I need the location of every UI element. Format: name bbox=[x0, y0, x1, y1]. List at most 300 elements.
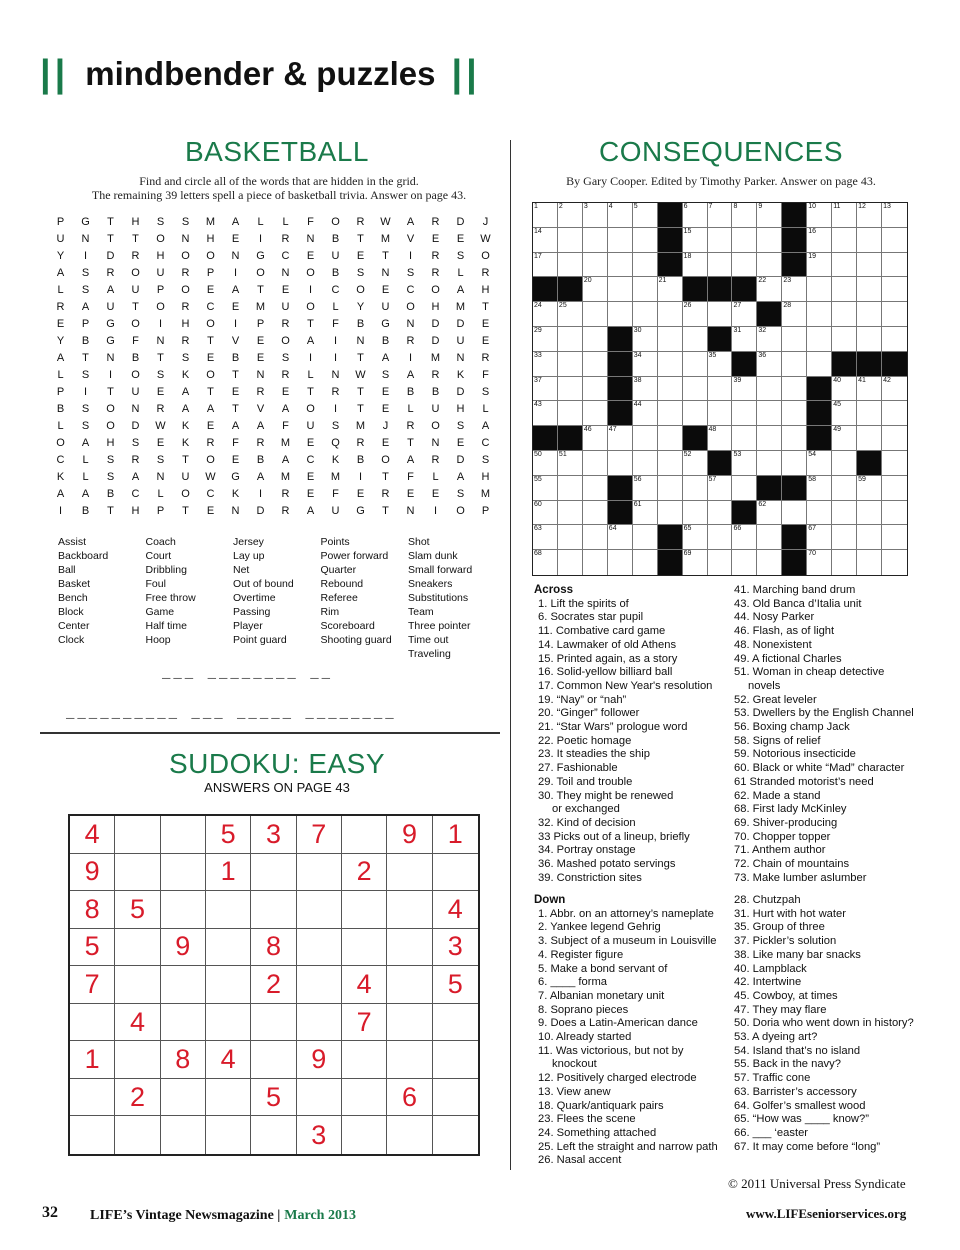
wordsearch-letter[interactable]: E bbox=[231, 386, 240, 398]
wordsearch-letter[interactable]: I bbox=[233, 318, 238, 330]
wordsearch-letter[interactable]: N bbox=[81, 233, 90, 245]
wordsearch-letter[interactable]: U bbox=[281, 301, 290, 313]
wordsearch-letter[interactable]: T bbox=[207, 386, 214, 398]
sudoku-cell[interactable]: 2 bbox=[251, 966, 296, 1004]
crossword-cell[interactable] bbox=[832, 501, 857, 526]
wordsearch-letter[interactable]: R bbox=[431, 369, 440, 381]
wordsearch-letter[interactable]: G bbox=[231, 471, 240, 483]
sudoku-cell[interactable] bbox=[433, 1041, 478, 1079]
wordsearch-letter[interactable]: O bbox=[181, 250, 190, 262]
crossword-cell[interactable] bbox=[708, 525, 733, 550]
sudoku-cell[interactable]: 7 bbox=[70, 966, 115, 1004]
wordsearch-letter[interactable]: R bbox=[431, 454, 440, 466]
wordsearch-letter[interactable]: O bbox=[106, 403, 115, 415]
sudoku-cell[interactable]: 7 bbox=[297, 816, 342, 854]
wordsearch-letter[interactable]: L bbox=[282, 216, 289, 228]
sudoku-grid[interactable] bbox=[68, 814, 480, 1156]
wordsearch-letter[interactable]: K bbox=[181, 437, 190, 449]
crossword-cell[interactable] bbox=[533, 501, 558, 526]
crossword-cell[interactable] bbox=[757, 401, 782, 426]
sudoku-cell[interactable] bbox=[70, 1079, 115, 1117]
wordsearch-letter[interactable]: N bbox=[131, 403, 140, 415]
sudoku-cell[interactable]: 8 bbox=[251, 929, 296, 967]
wordsearch-letter[interactable]: E bbox=[206, 284, 215, 296]
crossword-cell[interactable] bbox=[658, 451, 683, 476]
crossword-cell[interactable] bbox=[633, 228, 658, 253]
wordsearch-letter[interactable]: E bbox=[431, 233, 440, 245]
wordsearch-letter[interactable]: A bbox=[181, 403, 190, 415]
wordsearch-letter[interactable]: B bbox=[331, 233, 340, 245]
sudoku-cell[interactable]: 4 bbox=[70, 816, 115, 854]
sudoku-cell[interactable] bbox=[161, 854, 206, 892]
crossword-cell[interactable] bbox=[533, 327, 558, 352]
wordsearch-letter[interactable]: E bbox=[456, 437, 465, 449]
crossword-cell[interactable] bbox=[558, 501, 583, 526]
sudoku-cell[interactable] bbox=[70, 1004, 115, 1042]
wordsearch-letter[interactable]: H bbox=[481, 284, 490, 296]
wordsearch-letter[interactable]: W bbox=[480, 233, 491, 245]
crossword-cell[interactable] bbox=[882, 426, 907, 451]
wordsearch-letter[interactable]: A bbox=[256, 471, 265, 483]
wordsearch-letter[interactable]: T bbox=[207, 335, 214, 347]
wordsearch-letter[interactable]: E bbox=[156, 437, 165, 449]
wordsearch-letter[interactable]: W bbox=[380, 216, 391, 228]
wordsearch-letter[interactable]: V bbox=[256, 403, 265, 415]
wordsearch-letter[interactable]: N bbox=[156, 471, 165, 483]
crossword-cell[interactable] bbox=[658, 377, 683, 402]
sudoku-cell[interactable] bbox=[251, 1041, 296, 1079]
sudoku-cell[interactable] bbox=[297, 891, 342, 929]
sudoku-cell[interactable] bbox=[115, 854, 160, 892]
wordsearch-letter[interactable]: E bbox=[381, 403, 390, 415]
wordsearch-letter[interactable]: E bbox=[281, 386, 290, 398]
wordsearch-letter[interactable]: A bbox=[231, 216, 240, 228]
crossword-cell[interactable] bbox=[608, 525, 633, 550]
wordsearch-letter[interactable]: S bbox=[181, 352, 190, 364]
wordsearch-letter[interactable]: H bbox=[106, 437, 115, 449]
website-url[interactable]: www.LIFEseniorservices.org bbox=[746, 1206, 907, 1221]
sudoku-cell[interactable] bbox=[206, 929, 251, 967]
wordsearch-letter[interactable]: L bbox=[82, 471, 89, 483]
wordsearch-letter[interactable]: M bbox=[455, 301, 466, 313]
wordsearch-letter[interactable]: T bbox=[482, 301, 489, 313]
sudoku-cell[interactable] bbox=[342, 1116, 387, 1154]
wordsearch-letter[interactable]: G bbox=[106, 318, 115, 330]
wordsearch-letter[interactable]: A bbox=[406, 454, 415, 466]
crossword-cell[interactable] bbox=[757, 352, 782, 377]
sudoku-cell[interactable] bbox=[161, 1079, 206, 1117]
wordsearch-letter[interactable]: G bbox=[356, 505, 365, 517]
wordsearch-letter[interactable]: D bbox=[456, 386, 465, 398]
crossword-cell[interactable] bbox=[683, 525, 708, 550]
wordsearch-letter[interactable]: B bbox=[81, 505, 90, 517]
wordsearch-letter[interactable]: E bbox=[431, 488, 440, 500]
sudoku-cell[interactable] bbox=[342, 1041, 387, 1079]
sudoku-cell[interactable] bbox=[70, 1116, 115, 1154]
wordsearch-letter[interactable]: R bbox=[431, 267, 440, 279]
wordsearch-letter[interactable]: T bbox=[257, 284, 264, 296]
wordsearch-letter[interactable]: R bbox=[331, 386, 340, 398]
crossword-cell[interactable] bbox=[807, 476, 832, 501]
wordsearch-letter[interactable]: J bbox=[382, 420, 389, 432]
crossword-cell[interactable] bbox=[533, 253, 558, 278]
wordsearch-letter[interactable]: S bbox=[156, 369, 165, 381]
crossword-cell[interactable] bbox=[782, 401, 807, 426]
sudoku-cell[interactable]: 5 bbox=[70, 929, 115, 967]
crossword-cell[interactable] bbox=[633, 401, 658, 426]
crossword-cell[interactable] bbox=[857, 253, 882, 278]
sudoku-cell[interactable] bbox=[342, 891, 387, 929]
wordsearch-letter[interactable]: R bbox=[356, 216, 365, 228]
wordsearch-letter[interactable]: I bbox=[308, 352, 313, 364]
crossword-cell[interactable] bbox=[882, 525, 907, 550]
wordsearch-letter[interactable]: I bbox=[83, 250, 88, 262]
wordsearch-letter[interactable]: R bbox=[281, 369, 290, 381]
wordsearch-letter[interactable]: E bbox=[306, 437, 315, 449]
wordsearch-letter[interactable]: U bbox=[381, 301, 390, 313]
crossword-cell[interactable] bbox=[708, 377, 733, 402]
crossword-cell[interactable] bbox=[683, 401, 708, 426]
wordsearch-letter[interactable]: N bbox=[156, 335, 165, 347]
crossword-cell[interactable] bbox=[683, 550, 708, 575]
wordsearch-letter[interactable]: S bbox=[456, 488, 465, 500]
crossword-cell[interactable] bbox=[757, 451, 782, 476]
wordsearch-letter[interactable]: T bbox=[382, 471, 389, 483]
wordsearch-letter[interactable]: F bbox=[132, 335, 139, 347]
wordsearch-letter[interactable]: M bbox=[280, 471, 291, 483]
wordsearch-letter[interactable]: E bbox=[206, 352, 215, 364]
wordsearch-letter[interactable]: R bbox=[481, 267, 490, 279]
sudoku-cell[interactable]: 9 bbox=[297, 1041, 342, 1079]
wordsearch-letter[interactable]: H bbox=[456, 403, 465, 415]
crossword-cell[interactable] bbox=[832, 203, 857, 228]
wordsearch-letter[interactable]: T bbox=[107, 386, 114, 398]
sudoku-cell[interactable] bbox=[206, 1079, 251, 1117]
wordsearch-letter[interactable]: I bbox=[258, 488, 263, 500]
sudoku-cell[interactable]: 7 bbox=[342, 1004, 387, 1042]
wordsearch-letter[interactable]: A bbox=[56, 352, 65, 364]
sudoku-cell[interactable] bbox=[161, 1004, 206, 1042]
sudoku-cell[interactable] bbox=[387, 1041, 432, 1079]
crossword-cell[interactable] bbox=[882, 476, 907, 501]
wordsearch-letter[interactable]: T bbox=[382, 250, 389, 262]
wordsearch-letter[interactable]: O bbox=[206, 250, 215, 262]
crossword-cell[interactable] bbox=[583, 253, 608, 278]
crossword-cell[interactable] bbox=[857, 203, 882, 228]
wordsearch-letter[interactable]: E bbox=[381, 386, 390, 398]
wordsearch-letter[interactable]: A bbox=[456, 284, 465, 296]
crossword-cell[interactable] bbox=[807, 203, 832, 228]
wordsearch-letter[interactable]: N bbox=[281, 267, 290, 279]
wordsearch-letter[interactable]: E bbox=[381, 284, 390, 296]
wordsearch-letter[interactable]: R bbox=[156, 403, 165, 415]
wordsearch-letter[interactable]: E bbox=[281, 284, 290, 296]
wordsearch-letter[interactable]: N bbox=[331, 369, 340, 381]
sudoku-cell[interactable] bbox=[342, 816, 387, 854]
wordsearch-letter[interactable]: I bbox=[433, 505, 438, 517]
sudoku-cell[interactable] bbox=[433, 1116, 478, 1154]
wordsearch-letter[interactable]: T bbox=[232, 403, 239, 415]
wordsearch-letter[interactable]: T bbox=[157, 352, 164, 364]
wordsearch-letter[interactable]: S bbox=[181, 216, 190, 228]
wordsearch-letter[interactable]: D bbox=[131, 420, 140, 432]
crossword-cell[interactable] bbox=[583, 352, 608, 377]
crossword-cell[interactable] bbox=[633, 352, 658, 377]
wordsearch-letter[interactable]: N bbox=[256, 369, 265, 381]
wordsearch-letter[interactable]: O bbox=[156, 233, 165, 245]
wordsearch-letter[interactable]: B bbox=[56, 403, 65, 415]
wordsearch-letter[interactable]: N bbox=[456, 352, 465, 364]
wordsearch-letter[interactable]: N bbox=[231, 250, 240, 262]
wordsearch-letter[interactable]: A bbox=[81, 301, 90, 313]
wordsearch-letter[interactable]: T bbox=[357, 403, 364, 415]
wordsearch-letter[interactable]: T bbox=[357, 233, 364, 245]
sudoku-cell[interactable] bbox=[297, 1004, 342, 1042]
wordsearch-letter[interactable]: S bbox=[381, 369, 390, 381]
wordsearch-letter[interactable]: C bbox=[306, 454, 315, 466]
crossword-cell[interactable] bbox=[857, 476, 882, 501]
sudoku-cell[interactable] bbox=[161, 816, 206, 854]
crossword-cell[interactable] bbox=[807, 253, 832, 278]
wordsearch-letter[interactable]: E bbox=[206, 420, 215, 432]
crossword-cell[interactable] bbox=[732, 426, 757, 451]
crossword-cell[interactable] bbox=[782, 352, 807, 377]
crossword-cell[interactable] bbox=[583, 327, 608, 352]
wordsearch-letter[interactable]: O bbox=[131, 318, 140, 330]
crossword-cell[interactable] bbox=[708, 401, 733, 426]
wordsearch-letter[interactable]: B bbox=[406, 386, 415, 398]
crossword-cell[interactable] bbox=[857, 327, 882, 352]
crossword-cell[interactable] bbox=[757, 550, 782, 575]
crossword-cell[interactable] bbox=[782, 277, 807, 302]
sudoku-cell[interactable] bbox=[251, 1116, 296, 1154]
wordsearch-letter[interactable]: O bbox=[406, 301, 415, 313]
wordsearch-letter[interactable]: E bbox=[481, 318, 490, 330]
sudoku-cell[interactable]: 9 bbox=[387, 816, 432, 854]
wordsearch-letter[interactable]: R bbox=[431, 216, 440, 228]
crossword-cell[interactable] bbox=[583, 550, 608, 575]
crossword-cell[interactable] bbox=[658, 327, 683, 352]
sudoku-cell[interactable] bbox=[342, 929, 387, 967]
wordsearch-letter[interactable]: P bbox=[206, 267, 215, 279]
wordsearch-letter[interactable]: W bbox=[155, 420, 166, 432]
wordsearch-letter[interactable]: T bbox=[357, 352, 364, 364]
wordsearch-letter[interactable]: U bbox=[131, 386, 140, 398]
wordsearch-letter[interactable]: B bbox=[356, 454, 365, 466]
wordsearch-letter[interactable]: P bbox=[156, 284, 165, 296]
wordsearch-letter[interactable]: T bbox=[182, 454, 189, 466]
wordsearch-letter[interactable]: H bbox=[131, 216, 140, 228]
wordsearch-letter[interactable]: R bbox=[131, 250, 140, 262]
wordsearch-letter[interactable]: L bbox=[82, 454, 89, 466]
crossword-cell[interactable] bbox=[882, 377, 907, 402]
wordsearch-letter[interactable]: A bbox=[106, 284, 115, 296]
crossword-cell[interactable] bbox=[832, 451, 857, 476]
wordsearch-letter[interactable]: O bbox=[481, 250, 490, 262]
wordsearch-letter[interactable]: H bbox=[131, 505, 140, 517]
wordsearch-letter[interactable]: L bbox=[482, 403, 489, 415]
sudoku-cell[interactable] bbox=[297, 929, 342, 967]
wordsearch-letter[interactable]: E bbox=[306, 488, 315, 500]
wordsearch-letter[interactable]: R bbox=[181, 335, 190, 347]
wordsearch-letter[interactable]: S bbox=[356, 267, 365, 279]
wordsearch-letter[interactable]: A bbox=[81, 488, 90, 500]
crossword-cell[interactable] bbox=[832, 550, 857, 575]
wordsearch-letter[interactable]: L bbox=[257, 216, 264, 228]
wordsearch-letter[interactable]: A bbox=[281, 403, 290, 415]
wordsearch-letter[interactable]: S bbox=[406, 267, 415, 279]
wordsearch-letter[interactable]: L bbox=[332, 301, 339, 313]
wordsearch-letter[interactable]: R bbox=[281, 488, 290, 500]
wordsearch-letter[interactable]: S bbox=[81, 284, 90, 296]
crossword-cell[interactable] bbox=[683, 302, 708, 327]
crossword-cell[interactable] bbox=[608, 302, 633, 327]
wordsearch-letter[interactable]: W bbox=[355, 369, 366, 381]
wordsearch-letter[interactable]: E bbox=[456, 233, 465, 245]
sudoku-cell[interactable] bbox=[115, 1116, 160, 1154]
crossword-cell[interactable] bbox=[683, 451, 708, 476]
crossword-cell[interactable] bbox=[882, 203, 907, 228]
crossword-cell[interactable] bbox=[683, 501, 708, 526]
wordsearch-letter[interactable]: B bbox=[81, 335, 90, 347]
crossword-cell[interactable] bbox=[683, 327, 708, 352]
wordsearch-letter[interactable]: L bbox=[307, 369, 314, 381]
sudoku-cell[interactable] bbox=[115, 929, 160, 967]
crossword-cell[interactable] bbox=[882, 550, 907, 575]
sudoku-cell[interactable]: 5 bbox=[251, 1079, 296, 1117]
wordsearch-letter[interactable]: C bbox=[481, 437, 490, 449]
crossword-cell[interactable] bbox=[633, 377, 658, 402]
wordsearch-letter[interactable]: A bbox=[381, 352, 390, 364]
wordsearch-letter[interactable]: R bbox=[181, 301, 190, 313]
wordsearch-letter[interactable]: B bbox=[131, 352, 140, 364]
crossword-cell[interactable] bbox=[558, 302, 583, 327]
wordsearch-letter[interactable]: C bbox=[131, 488, 140, 500]
sudoku-cell[interactable] bbox=[297, 854, 342, 892]
crossword-cell[interactable] bbox=[732, 203, 757, 228]
crossword-cell[interactable] bbox=[782, 327, 807, 352]
crossword-cell[interactable] bbox=[807, 277, 832, 302]
sudoku-cell[interactable]: 4 bbox=[115, 1004, 160, 1042]
wordsearch-letter[interactable]: D bbox=[431, 318, 440, 330]
wordsearch-letter[interactable]: S bbox=[81, 420, 90, 432]
crossword-cell[interactable] bbox=[683, 476, 708, 501]
sudoku-cell[interactable]: 4 bbox=[206, 1041, 251, 1079]
wordsearch-letter[interactable]: E bbox=[381, 437, 390, 449]
wordsearch-letter[interactable]: A bbox=[256, 420, 265, 432]
crossword-cell[interactable] bbox=[832, 426, 857, 451]
wordsearch-letter[interactable]: A bbox=[306, 505, 315, 517]
wordsearch-letter[interactable]: I bbox=[58, 505, 63, 517]
crossword-cell[interactable] bbox=[708, 501, 733, 526]
wordsearch-letter[interactable]: Y bbox=[56, 335, 65, 347]
crossword-cell[interactable] bbox=[583, 451, 608, 476]
sudoku-cell[interactable] bbox=[433, 1079, 478, 1117]
wordsearch-letter[interactable]: H bbox=[181, 318, 190, 330]
wordsearch-letter[interactable]: S bbox=[106, 454, 115, 466]
wordsearch-letter[interactable]: F bbox=[332, 318, 339, 330]
sudoku-cell[interactable] bbox=[297, 966, 342, 1004]
crossword-cell[interactable] bbox=[832, 476, 857, 501]
wordsearch-letter[interactable]: B bbox=[256, 454, 265, 466]
crossword-cell[interactable] bbox=[757, 327, 782, 352]
sudoku-cell[interactable] bbox=[115, 1041, 160, 1079]
crossword-cell[interactable] bbox=[558, 253, 583, 278]
wordsearch-letter[interactable]: S bbox=[131, 437, 140, 449]
wordsearch-letter[interactable]: E bbox=[231, 301, 240, 313]
crossword-cell[interactable] bbox=[708, 228, 733, 253]
wordsearch-letter[interactable]: D bbox=[456, 318, 465, 330]
wordsearch-letter[interactable]: G bbox=[381, 318, 390, 330]
wordsearch-letter[interactable]: M bbox=[380, 233, 391, 245]
wordsearch-letter[interactable]: D bbox=[106, 250, 115, 262]
crossword-cell[interactable] bbox=[633, 302, 658, 327]
wordsearch-letter[interactable]: E bbox=[156, 386, 165, 398]
crossword-cell[interactable] bbox=[608, 426, 633, 451]
crossword-cell[interactable] bbox=[658, 476, 683, 501]
crossword-cell[interactable] bbox=[732, 401, 757, 426]
crossword-cell[interactable] bbox=[558, 401, 583, 426]
wordsearch-letter[interactable]: T bbox=[307, 318, 314, 330]
crossword-cell[interactable] bbox=[558, 451, 583, 476]
crossword-cell[interactable] bbox=[782, 302, 807, 327]
crossword-cell[interactable] bbox=[633, 426, 658, 451]
wordsearch-letter[interactable]: G bbox=[106, 335, 115, 347]
wordsearch-letter[interactable]: U bbox=[306, 420, 315, 432]
wordsearch-letter[interactable]: E bbox=[406, 488, 415, 500]
wordsearch-letter[interactable]: F bbox=[407, 471, 414, 483]
sudoku-cell[interactable]: 2 bbox=[342, 854, 387, 892]
crossword-cell[interactable] bbox=[807, 352, 832, 377]
wordsearch-letter[interactable]: B bbox=[331, 267, 340, 279]
crossword-cell[interactable] bbox=[757, 377, 782, 402]
crossword-cell[interactable] bbox=[882, 277, 907, 302]
wordsearch-letter[interactable]: N bbox=[106, 352, 115, 364]
crossword-cell[interactable] bbox=[882, 228, 907, 253]
crossword-cell[interactable] bbox=[782, 451, 807, 476]
wordsearch-letter[interactable]: O bbox=[356, 284, 365, 296]
sudoku-cell[interactable]: 9 bbox=[70, 854, 115, 892]
wordsearch-letter[interactable]: O bbox=[206, 454, 215, 466]
wordsearch-letter[interactable]: D bbox=[256, 505, 265, 517]
crossword-cell[interactable] bbox=[608, 451, 633, 476]
wordsearch-letter[interactable]: I bbox=[358, 471, 363, 483]
crossword-cell[interactable] bbox=[807, 525, 832, 550]
wordsearch-letter[interactable]: B bbox=[106, 488, 115, 500]
sudoku-cell[interactable]: 3 bbox=[433, 929, 478, 967]
wordsearch-letter[interactable]: R bbox=[356, 437, 365, 449]
wordsearch-letter[interactable]: I bbox=[158, 318, 163, 330]
wordsearch-letter[interactable]: N bbox=[356, 335, 365, 347]
wordsearch-letter[interactable]: A bbox=[181, 386, 190, 398]
wordsearch-letter[interactable]: L bbox=[157, 488, 164, 500]
sudoku-cell[interactable] bbox=[161, 966, 206, 1004]
sudoku-cell[interactable]: 6 bbox=[387, 1079, 432, 1117]
wordsearch-letter[interactable]: O bbox=[206, 369, 215, 381]
crossword-cell[interactable] bbox=[732, 451, 757, 476]
crossword-cell[interactable] bbox=[732, 525, 757, 550]
wordsearch-letter[interactable]: U bbox=[156, 267, 165, 279]
wordsearch-letter[interactable]: L bbox=[457, 267, 464, 279]
crossword-cell[interactable] bbox=[732, 253, 757, 278]
crossword-cell[interactable] bbox=[533, 302, 558, 327]
wordsearch-letter[interactable]: T bbox=[132, 233, 139, 245]
sudoku-cell[interactable] bbox=[115, 816, 160, 854]
crossword-cell[interactable] bbox=[757, 501, 782, 526]
crossword-cell[interactable] bbox=[882, 401, 907, 426]
crossword-cell[interactable] bbox=[583, 302, 608, 327]
wordsearch-letter[interactable]: M bbox=[330, 471, 341, 483]
